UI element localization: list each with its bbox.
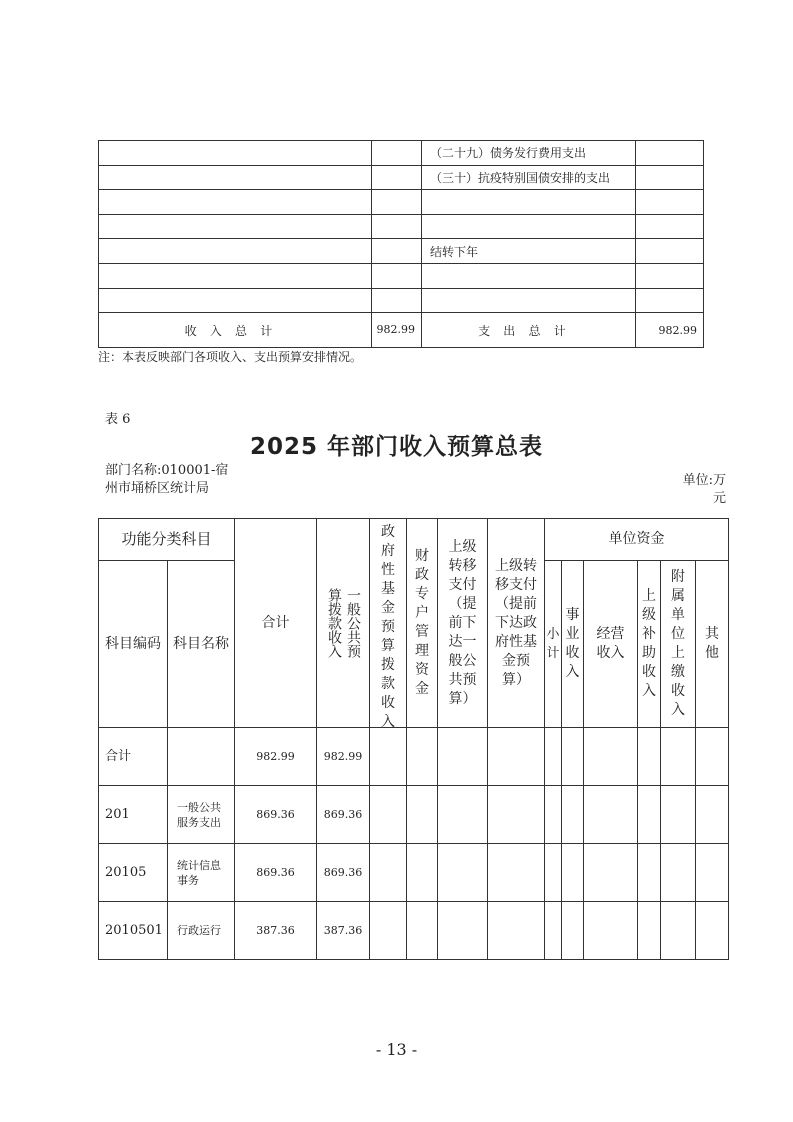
cell-empty [562,902,584,960]
header-subsidy: 上级补助收入 [642,588,656,699]
table-row [99,844,729,902]
table-row [99,165,704,190]
header-function-classification: 功能分类科目 [99,519,235,561]
cell-empty [584,786,638,844]
cell-empty [488,728,545,786]
expense-value [636,190,704,215]
cell-name-text: 行政运行 [177,924,221,937]
cell-empty [562,844,584,902]
header-transfer-fund: 上级转移支付（提前下达政府性基金预算） [495,557,537,688]
cell-name [168,786,235,844]
table-row [99,263,704,288]
table-row [99,214,704,239]
cell-empty [545,728,562,786]
table-row [99,141,704,166]
income-total-label: 收入总计 [99,313,372,348]
cell-empty [438,902,488,960]
table-row [99,786,729,844]
cell-general: 869.36 [317,844,370,902]
header-affiliated: 附属单位上缴收入 [671,569,685,718]
header-operating: 经营收入 [596,626,625,661]
income-item [99,263,372,288]
total-row [99,313,704,348]
header-other: 其他 [705,626,719,661]
cell-empty [370,786,407,844]
expense-total-value: 982.99 [636,313,704,348]
cell-empty [407,786,438,844]
cell-empty [562,728,584,786]
cell-general: 387.36 [317,902,370,960]
cell-empty [661,728,696,786]
cell-total: 869.36 [235,844,317,902]
income-value [372,239,422,264]
header-special-account: 财政专户管理资金 [415,548,429,697]
unit-label: 单位:万元 [682,473,726,506]
cell-code: 201 [99,786,168,844]
cell-name [168,844,235,902]
header-total: 合计 [235,519,317,728]
cell-empty [638,844,661,902]
table-note: 注：本表反映部门各项收入、支出预算安排情况。 [98,350,363,364]
expense-value [636,263,704,288]
cell-empty [638,902,661,960]
income-item [99,141,372,166]
table-row [99,902,729,960]
cell-empty [370,902,407,960]
cell-empty [488,902,545,960]
expense-value [636,288,704,313]
cell-empty [370,844,407,902]
cell-total: 869.36 [235,786,317,844]
expense-item: （二十九）债务发行费用支出 [422,141,636,166]
expense-item: 结转下年 [422,239,636,264]
header-gov-fund: 政府性基金预算拨款收入 [381,524,395,730]
cell-empty [488,786,545,844]
cell-empty [545,786,562,844]
cell-code: 20105 [99,844,168,902]
cell-empty [696,902,729,960]
expense-value [636,239,704,264]
income-value [372,190,422,215]
income-item [99,288,372,313]
income-value [372,288,422,313]
page-title: 2025 年部门收入预算总表 [249,434,544,460]
income-value [372,214,422,239]
header-unit-funds: 单位资金 [545,519,729,561]
cell-empty [488,844,545,902]
cell-empty [661,786,696,844]
header-transfer-general: 上级转移支付（提前下达一般公共预算） [448,538,477,707]
cell-empty [584,902,638,960]
cell-empty [407,728,438,786]
table-row [99,728,729,786]
expense-value [636,214,704,239]
header-name: 科目名称 [168,561,235,728]
income-value [372,141,422,166]
cell-empty [696,844,729,902]
expense-item [422,288,636,313]
table-label: 表 6 [105,412,131,427]
income-item [99,190,372,215]
expense-item: （三十）抗疫特别国债安排的支出 [422,165,636,190]
header-general-budget: 一般公共预算拨款收入 [326,588,361,658]
expense-total-label: 支出总计 [422,313,636,348]
table-row [99,288,704,313]
income-total-value: 982.99 [372,313,422,348]
income-expense-summary-table-continued [98,140,704,348]
expense-item [422,263,636,288]
table-row [99,190,704,215]
cell-empty [438,786,488,844]
income-value [372,165,422,190]
cell-empty [407,902,438,960]
expense-value [636,141,704,166]
cell-name-text: 一般公共服务支出 [177,800,221,829]
table-row [99,239,704,264]
cell-empty [584,844,638,902]
cell-code: 2010501 [99,902,168,960]
cell-general: 869.36 [317,786,370,844]
cell-empty [638,786,661,844]
cell-empty [661,844,696,902]
cell-empty [370,728,407,786]
header-code: 科目编码 [99,561,168,728]
cell-empty [545,844,562,902]
cell-empty [661,902,696,960]
cell-general: 982.99 [317,728,370,786]
cell-empty [438,844,488,902]
cell-empty [638,728,661,786]
cell-empty [584,728,638,786]
cell-code: 合计 [99,728,168,786]
expense-item [422,190,636,215]
cell-name [168,902,235,960]
cell-name-text: 统计信息事务 [177,858,221,887]
expense-item [422,214,636,239]
header-subtotal: 小计 [546,627,560,661]
cell-empty [438,728,488,786]
income-value [372,263,422,288]
cell-total: 387.36 [235,902,317,960]
header-business: 事业收入 [565,607,580,680]
page-number: - 13 - [375,1040,418,1059]
cell-empty [545,902,562,960]
income-item [99,165,372,190]
department-name: 部门名称:010001-宿州市埇桥区统计局 [105,463,229,496]
income-item [99,214,372,239]
department-income-budget-table [98,518,729,960]
cell-empty [696,786,729,844]
income-item [99,239,372,264]
cell-empty [407,844,438,902]
expense-value [636,165,704,190]
cell-empty [696,728,729,786]
cell-name [168,728,235,786]
cell-total: 982.99 [235,728,317,786]
cell-empty [562,786,584,844]
